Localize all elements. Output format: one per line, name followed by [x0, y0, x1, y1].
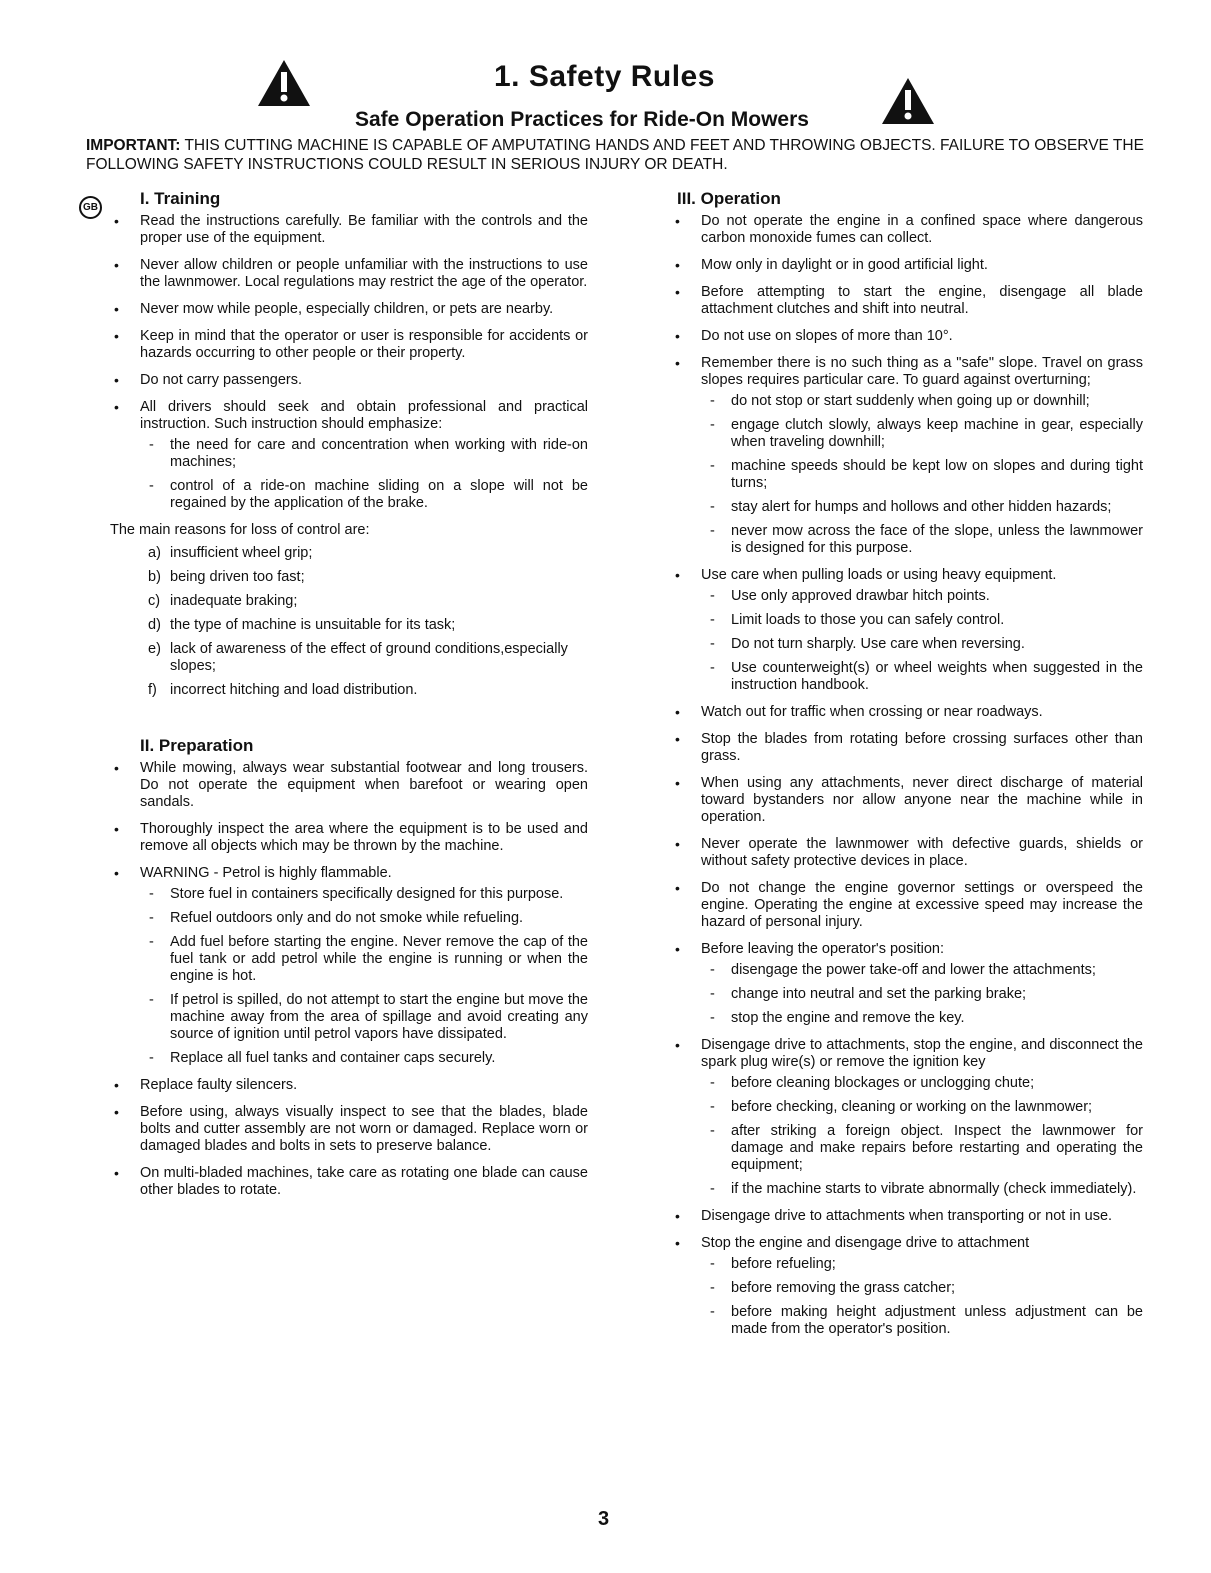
list-item-text: All drivers should seek and obtain professional and practical instruction. Such instruction should emphasize:: [140, 399, 588, 432]
reason-text: inadequate braking;: [170, 593, 298, 609]
list-item: • Never mow while people, especially children, or pets are nearby.: [110, 301, 588, 318]
section-heading-training: I. Training: [140, 189, 221, 208]
language-badge: GB: [79, 196, 102, 219]
list-item: • Read the instructions carefully. Be familiar with the controls and the proper use of the equipment.: [110, 213, 588, 247]
list-item: • Never operate the lawnmower with defective guards, shields or without safety protective devices in place.: [671, 836, 1143, 870]
header: [0, 48, 1211, 131]
list-item: • Do not carry passengers.: [110, 372, 588, 389]
list-item: • On multi-bladed machines, take care as rotating one blade can cause other blades to rotate.: [110, 1165, 588, 1199]
reason-item: [110, 617, 588, 634]
reasons-intro: The main reasons for loss of control are:: [110, 522, 370, 538]
important-notice: [86, 136, 1146, 174]
list-item: • While mowing, always wear substantial footwear and long trousers. Do not operate the equipment when barefoot or wearing open sandals.: [110, 760, 588, 811]
list-item: • Keep in mind that the operator or user is responsible for accidents or hazards occurring to other people or their property.: [110, 328, 588, 362]
reason-text: lack of awareness of the effect of ground conditions,especially slopes;: [170, 641, 568, 674]
list-item: • Do not operate the engine in a confined space where dangerous carbon monoxide fumes can collect.: [671, 213, 1143, 247]
list-item-text: WARNING - Petrol is highly flammable.: [140, 865, 392, 881]
reason-item: [110, 641, 588, 675]
list-item-text: Disengage drive to attachments, stop the engine, and disconnect the spark plug wire(s) or remove the ignition key: [701, 1037, 1143, 1070]
list-item: [671, 1037, 1143, 1198]
important-label: IMPORTANT:: [86, 137, 181, 154]
list-item: [110, 399, 588, 512]
list-item: • Watch out for traffic when crossing or near roadways.: [671, 704, 1143, 721]
list-item: • Do not change the engine governor settings or overspeed the engine. Operating the engine at excessive speed may increase the hazard of personal injury.: [671, 880, 1143, 931]
list-item-text: Remember there is no such thing as a "safe" slope. Travel on grass slopes requires particular care. To guard against overturning;: [701, 355, 1143, 388]
list-item-text: Stop the engine and disengage drive to attachment: [701, 1235, 1030, 1251]
sub-list-item: - engage clutch slowly, always keep machine in gear, especially when traveling downhill;: [701, 417, 1143, 451]
sub-list-item: - before refueling;: [701, 1256, 1143, 1273]
sub-list: [701, 1075, 1143, 1198]
sub-list-item: - machine speeds should be kept low on slopes and during tight turns;: [701, 458, 1143, 492]
reason-label: f): [148, 682, 157, 698]
reason-label: e): [148, 641, 161, 657]
sub-list-item: - Limit loads to those you can safely control.: [701, 612, 1143, 629]
sub-list-item: - never mow across the face of the slope, unless the lawnmower is designed for this purpose.: [701, 523, 1143, 557]
page-subtitle: Safe Operation Practices for Ride-On Mowers: [355, 108, 809, 131]
reason-item: [110, 593, 588, 610]
sub-list-item: - Replace all fuel tanks and container caps securely.: [140, 1050, 588, 1067]
sub-list: [701, 393, 1143, 557]
warning-triangle-icon: [880, 76, 936, 126]
sub-list-item: - after striking a foreign object. Inspect the lawnmower for damage and make repairs before restarting and operating the equipment;: [701, 1123, 1143, 1174]
list-item: [671, 941, 1143, 1027]
reason-label: b): [148, 569, 161, 585]
reason-item: [110, 569, 588, 586]
warning-triangle-icon: [256, 58, 312, 108]
list-item: • Before attempting to start the engine, disengage all blade attachment clutches and shift into neutral.: [671, 284, 1143, 318]
operation-list: [671, 213, 1143, 1338]
section-heading-operation: III. Operation: [677, 189, 781, 208]
list-item: • Mow only in daylight or in good artificial light.: [671, 257, 1143, 274]
sub-list-item: - disengage the power take-off and lower the attachments;: [701, 962, 1143, 979]
list-item: • Do not use on slopes of more than 10°.: [671, 328, 1143, 345]
list-item: • Disengage drive to attachments when transporting or not in use.: [671, 1208, 1143, 1225]
sub-list-item: - change into neutral and set the parking brake;: [701, 986, 1143, 1003]
sub-list-item: - the need for care and concentration when working with ride-on machines;: [140, 437, 588, 471]
left-column: [110, 190, 588, 1209]
preparation-list: [110, 760, 588, 1199]
right-column: [671, 190, 1143, 1348]
important-text: THIS CUTTING MACHINE IS CAPABLE OF AMPUTATING HANDS AND FEET AND THROWING OBJECTS. FAILURE TO OBSERVE THE FOLLOWING SAFETY INSTRUCTIONS COULD RESULT IN SERIOUS INJURY OR DEATH.: [86, 137, 1144, 173]
sub-list-item: - stop the engine and remove the key.: [701, 1010, 1143, 1027]
sub-list-item: - before checking, cleaning or working on the lawnmower;: [701, 1099, 1143, 1116]
reason-text: the type of machine is unsuitable for its task;: [170, 617, 456, 633]
sub-list: [701, 588, 1143, 694]
page-title: 1. Safety Rules: [494, 60, 715, 93]
section-heading-preparation: II. Preparation: [140, 736, 254, 755]
training-list: [110, 213, 588, 512]
sub-list-item: - Use counterweight(s) or wheel weights when suggested in the instruction handbook.: [701, 660, 1143, 694]
list-item: [110, 865, 588, 1067]
reason-label: d): [148, 617, 161, 633]
sub-list-item: - Do not turn sharply. Use care when reversing.: [701, 636, 1143, 653]
list-item-text: Use care when pulling loads or using heavy equipment.: [701, 567, 1057, 583]
sub-list-item: - before removing the grass catcher;: [701, 1280, 1143, 1297]
list-item: • Stop the blades from rotating before crossing surfaces other than grass.: [671, 731, 1143, 765]
list-item-text: Before leaving the operator's position:: [701, 941, 944, 957]
reason-item: [110, 545, 588, 562]
reasons-list: [110, 545, 588, 699]
reason-item: [110, 682, 588, 699]
sub-list-item: - Store fuel in containers specifically designed for this purpose.: [140, 886, 588, 903]
sub-list-item: - control of a ride-on machine sliding on a slope will not be regained by the application of the brake.: [140, 478, 588, 512]
reason-text: incorrect hitching and load distribution.: [170, 682, 418, 698]
reason-text: insufficient wheel grip;: [170, 545, 313, 561]
sub-list-item: - Use only approved drawbar hitch points.: [701, 588, 1143, 605]
reason-text: being driven too fast;: [170, 569, 305, 585]
page-number: 3: [598, 1508, 610, 1530]
sub-list-item: - do not stop or start suddenly when going up or downhill;: [701, 393, 1143, 410]
sub-list-item: - before making height adjustment unless adjustment can be made from the operator's position.: [701, 1304, 1143, 1338]
list-item: [671, 567, 1143, 694]
sub-list: [701, 1256, 1143, 1338]
list-item: [671, 355, 1143, 557]
sub-list-item: - if the machine starts to vibrate abnormally (check immediately).: [701, 1181, 1143, 1198]
list-item: [671, 1235, 1143, 1338]
list-item: • Replace faulty silencers.: [110, 1077, 588, 1094]
list-item: • Thoroughly inspect the area where the equipment is to be used and remove all objects which may be thrown by the machine.: [110, 821, 588, 855]
list-item: • Never allow children or people unfamiliar with the instructions to use the lawnmower. Local regulations may restrict the age of the operator.: [110, 257, 588, 291]
list-item: • When using any attachments, never direct discharge of material toward bystanders nor allow anyone near the machine while in operation.: [671, 775, 1143, 826]
sub-list: [701, 962, 1143, 1027]
sub-list-item: - before cleaning blockages or unclogging chute;: [701, 1075, 1143, 1092]
sub-list-item: - Add fuel before starting the engine. Never remove the cap of the fuel tank or add petrol while the engine is running or when the engine is hot.: [140, 934, 588, 985]
sub-list-item: - If petrol is spilled, do not attempt to start the engine but move the machine away from the area of spillage and avoid creating any source of ignition until petrol vapors have dissipated.: [140, 992, 588, 1043]
reason-label: c): [148, 593, 161, 609]
reason-label: a): [148, 545, 161, 561]
sub-list: [140, 437, 588, 512]
list-item: • Before using, always visually inspect to see that the blades, blade bolts and cutter assembly are not worn or damaged. Replace worn or damaged blades and bolts in sets to preserve balance.: [110, 1104, 588, 1155]
sub-list: [140, 886, 588, 1067]
sub-list-item: - Refuel outdoors only and do not smoke while refueling.: [140, 910, 588, 927]
sub-list-item: - stay alert for humps and hollows and other hidden hazards;: [701, 499, 1143, 516]
